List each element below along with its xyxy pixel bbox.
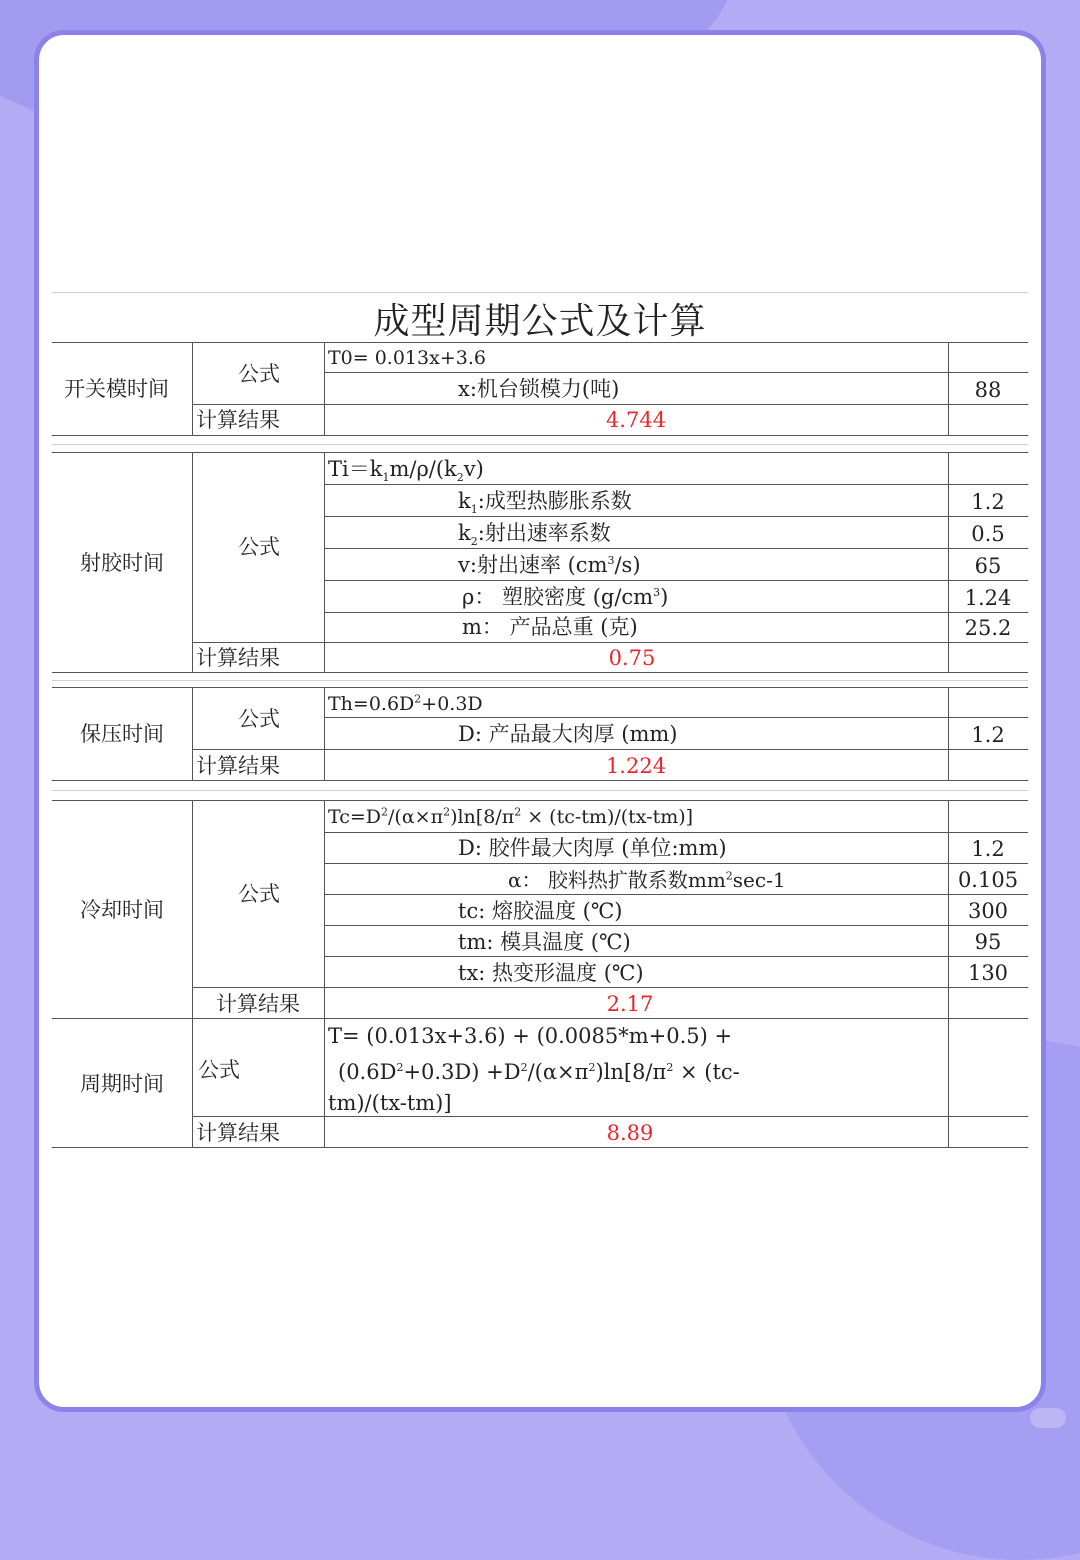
result-label: 计算结果 <box>196 408 280 432</box>
gridline <box>324 612 1028 613</box>
superscript: 3 <box>653 586 661 599</box>
formula-text: T0= 0.013x+3.6 <box>328 347 486 369</box>
closing-paren: ) <box>660 585 669 609</box>
formula-label: 公式 <box>238 882 280 906</box>
superscript: 2 <box>381 805 388 819</box>
gridline <box>324 484 1028 485</box>
gridline <box>52 790 1028 791</box>
formula-part: )ln[8/π <box>450 806 515 828</box>
superscript: 2 <box>666 1061 674 1074</box>
gridline <box>192 687 193 780</box>
formula-part: Th=0.6D <box>328 693 415 715</box>
param-value: 1.2 <box>971 723 1005 747</box>
gridline <box>52 342 1028 343</box>
param-value: 25.2 <box>964 616 1012 640</box>
param-value: 88 <box>974 378 1002 402</box>
param-label <box>462 582 668 612</box>
param-value: 300 <box>967 899 1009 923</box>
superscript: 2 <box>725 869 733 883</box>
formula-line: tm)/(tx-tm)] <box>328 1091 452 1115</box>
param-text: /s) <box>614 553 641 577</box>
superscript: 2 <box>520 1061 528 1074</box>
param-value: 1.2 <box>971 490 1005 514</box>
section-label-cooling: 冷却时间 <box>80 898 164 922</box>
result-value: 2.17 <box>606 992 654 1016</box>
param-value: 0.5 <box>971 522 1005 546</box>
formula-part: m/ρ/(k <box>389 457 457 481</box>
param-text: v:射出速率 (cm <box>458 553 608 577</box>
formula-line: T= (0.013x+3.6) + (0.0085*m+0.5) + <box>328 1024 733 1048</box>
result-value: 1.224 <box>605 754 667 778</box>
param-label: m： 产品总重 (克) <box>462 615 638 639</box>
result-value: 4.744 <box>605 408 667 432</box>
formula-label: 公式 <box>238 535 280 559</box>
formula-part: )ln[8/π <box>595 1060 667 1084</box>
gridline <box>324 800 325 1147</box>
result-label: 计算结果 <box>196 646 280 670</box>
gridline <box>52 452 1028 453</box>
param-label: tc: 熔胶温度 (℃) <box>458 899 623 923</box>
result-label: 计算结果 <box>196 754 280 778</box>
formula-label: 公式 <box>238 362 280 386</box>
subscript: 1 <box>382 471 390 485</box>
param-text: 射出速率系数 <box>484 521 611 545</box>
formula-part: +0.3D <box>421 693 483 715</box>
param-value: 1.24 <box>964 586 1012 610</box>
formula-text <box>328 689 483 719</box>
result-label: 计算结果 <box>216 992 300 1016</box>
param-text: sec-1 <box>732 868 786 892</box>
param-label <box>508 865 786 895</box>
spreadsheet <box>52 292 1028 1152</box>
formula-part: × (tc- <box>673 1060 740 1084</box>
gridline <box>192 452 193 672</box>
gridline <box>192 800 193 1147</box>
superscript: 2 <box>396 1061 404 1074</box>
param-label <box>458 550 641 580</box>
param-value: 0.105 <box>957 868 1019 892</box>
k-letter: k <box>458 489 471 513</box>
param-value: 130 <box>967 961 1009 985</box>
page-title: 成型周期公式及计算 <box>373 301 707 342</box>
watermark <box>1030 1408 1066 1428</box>
formula-part: v) <box>463 457 484 481</box>
superscript: 2 <box>588 1061 596 1074</box>
gridline <box>324 516 1028 517</box>
formula-part: /(α×π <box>388 806 444 828</box>
superscript: 2 <box>514 805 522 819</box>
gridline <box>324 863 1028 864</box>
result-value: 8.89 <box>606 1121 654 1145</box>
gridline <box>52 444 1028 445</box>
k-letter: k <box>458 521 471 545</box>
subscript: 1 <box>470 503 478 517</box>
param-label: D: 胶件最大肉厚 (单位:mm) <box>458 836 727 860</box>
gridline <box>324 452 325 672</box>
param-label: tm: 模具温度 (℃) <box>458 930 631 954</box>
gridline <box>324 580 1028 581</box>
formula-label: 公式 <box>238 707 280 731</box>
formula-part: +0.3D) +D <box>403 1060 521 1084</box>
superscript: 3 <box>607 554 615 567</box>
param-value: 95 <box>974 930 1002 954</box>
gridline <box>192 1116 1028 1117</box>
gridline <box>52 800 1028 801</box>
formula-part: × (tc-tm)/(tx-tm)] <box>521 806 694 828</box>
formula-part: Ti＝k <box>328 457 383 481</box>
param-text: α： 胶料热扩散系数mm <box>508 868 726 892</box>
param-text: ρ： 塑胶密度 (g/cm <box>462 585 654 609</box>
section-label-open-close: 开关模时间 <box>64 377 169 401</box>
gridline <box>324 548 1028 549</box>
superscript: 2 <box>414 692 422 706</box>
formula-text <box>328 802 693 832</box>
param-value: 1.2 <box>971 837 1005 861</box>
formula-part: (0.6D <box>338 1060 397 1084</box>
formula-label: 公式 <box>198 1058 240 1082</box>
gridline <box>52 687 1028 688</box>
section-label-cycle: 周期时间 <box>80 1072 164 1096</box>
param-label: x:机台锁模力(吨) <box>458 377 620 401</box>
gridline <box>192 749 1028 750</box>
formula-line <box>338 1057 740 1087</box>
param-label <box>458 486 632 516</box>
formula-part: /(α×π <box>527 1060 589 1084</box>
result-value: 0.75 <box>608 646 656 670</box>
gridline <box>324 925 1028 926</box>
section-label-injection: 射胶时间 <box>80 551 164 575</box>
gridline <box>52 680 1028 681</box>
colon: : <box>477 489 485 513</box>
colon: : <box>477 521 485 545</box>
gridline <box>324 956 1028 957</box>
gridline <box>52 435 1028 436</box>
subscript: 2 <box>456 471 464 485</box>
param-value: 65 <box>974 554 1002 578</box>
formula-text <box>328 454 484 484</box>
param-text: 成型热膨胀系数 <box>484 489 632 513</box>
superscript: 2 <box>443 805 451 819</box>
gridline <box>52 292 1028 293</box>
param-label <box>458 518 611 548</box>
subscript: 2 <box>470 535 478 549</box>
param-label: tx: 热变形温度 (℃) <box>458 961 644 985</box>
gridline <box>192 342 193 435</box>
formula-part: Tc=D <box>328 806 381 828</box>
param-label: D: 产品最大肉厚 (mm) <box>458 722 678 746</box>
result-label: 计算结果 <box>196 1121 280 1145</box>
section-label-holding: 保压时间 <box>80 722 164 746</box>
